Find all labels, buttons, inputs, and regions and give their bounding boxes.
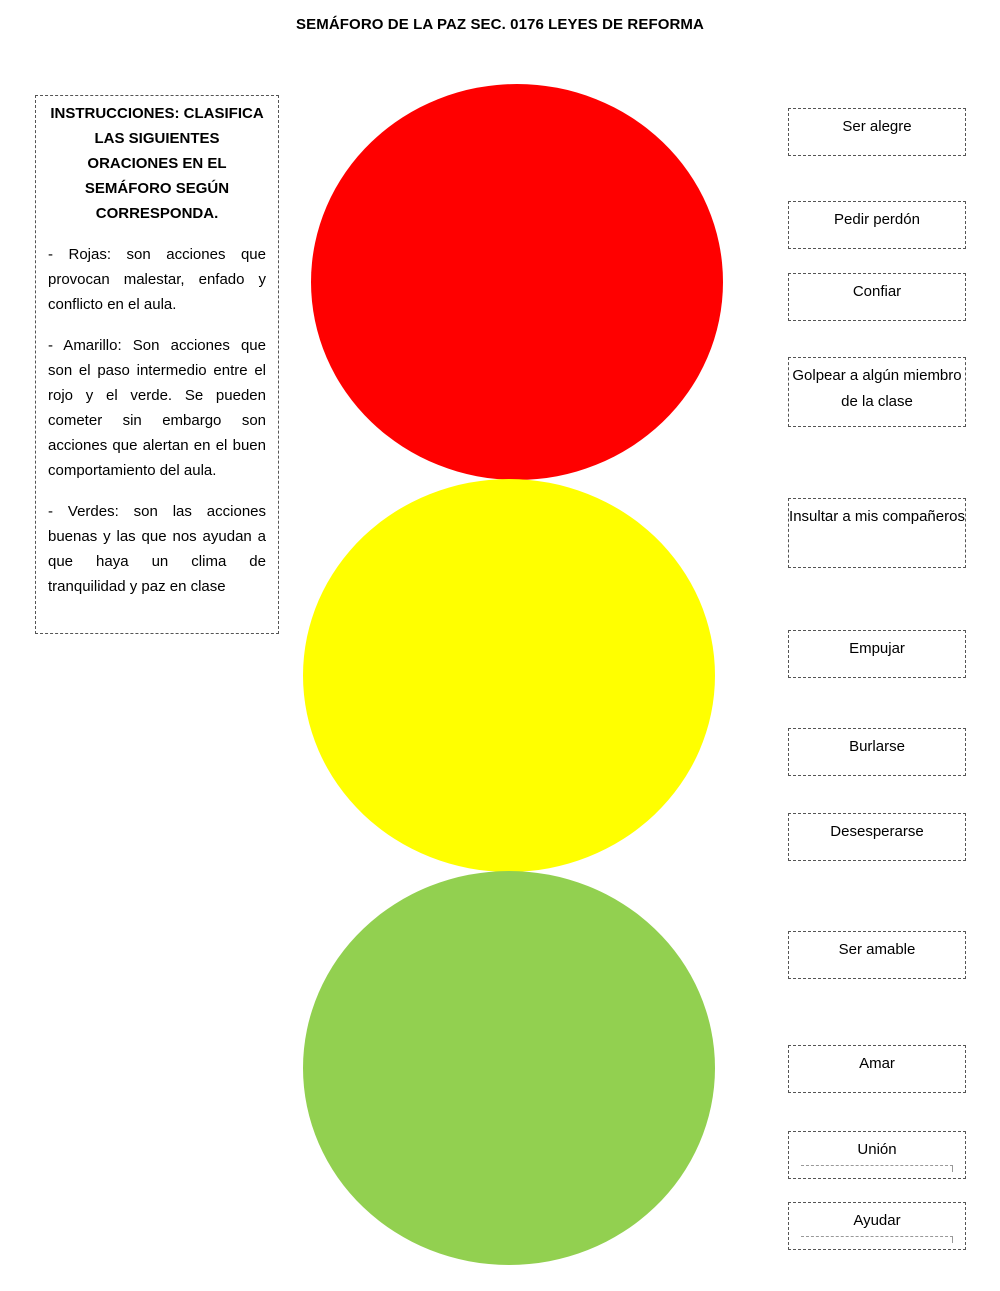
- instructions-heading: INSTRUCCIONES: CLASIFICA LAS SIGUIENTES ORACIONES EN EL SEMÁFORO SEGÚN CORRESPONDA.: [50, 105, 264, 222]
- card-confiar[interactable]: Confiar: [788, 273, 966, 321]
- card-ser-alegre[interactable]: Ser alegre: [788, 108, 966, 156]
- card-ayudar-label: Ayudar: [853, 1212, 901, 1229]
- card-ayudar-underline: [801, 1236, 953, 1243]
- card-pedir-perdon[interactable]: Pedir perdón: [788, 201, 966, 249]
- card-union[interactable]: [788, 1131, 966, 1179]
- card-golpear[interactable]: Golpear a algún miembro de la clase: [788, 357, 966, 427]
- page-title: SEMÁFORO DE LA PAZ SEC. 0176 LEYES DE REFORMA: [296, 16, 704, 33]
- card-burlarse[interactable]: Burlarse: [788, 728, 966, 776]
- red-light-drop-zone[interactable]: [311, 84, 723, 480]
- instructions-red: - Rojas: son acciones que provocan malestar, enfado y conflicto en el aula.: [48, 246, 266, 313]
- instructions-box: [35, 95, 279, 634]
- card-empujar[interactable]: Empujar: [788, 630, 966, 678]
- card-desesperarse[interactable]: Desesperarse: [788, 813, 966, 861]
- card-ser-amable[interactable]: Ser amable: [788, 931, 966, 979]
- card-amar[interactable]: Amar: [788, 1045, 966, 1093]
- yellow-light-drop-zone[interactable]: [303, 479, 715, 872]
- card-union-underline: [801, 1165, 953, 1172]
- card-union-label: Unión: [857, 1141, 897, 1158]
- instructions-yellow: - Amarillo: Son acciones que son el paso intermedio entre el rojo y el verde. Se pueden cometer sin embargo son acciones que alertan en el buen comportamiento del aula.: [48, 337, 266, 479]
- card-ayudar[interactable]: [788, 1202, 966, 1250]
- card-insultar[interactable]: Insultar a mis compañeros: [788, 498, 966, 568]
- instructions-green: - Verdes: son las acciones buenas y las que nos ayudan a que haya un clima de tranquilidad y paz en clase: [48, 503, 266, 595]
- green-light-drop-zone[interactable]: [303, 871, 715, 1265]
